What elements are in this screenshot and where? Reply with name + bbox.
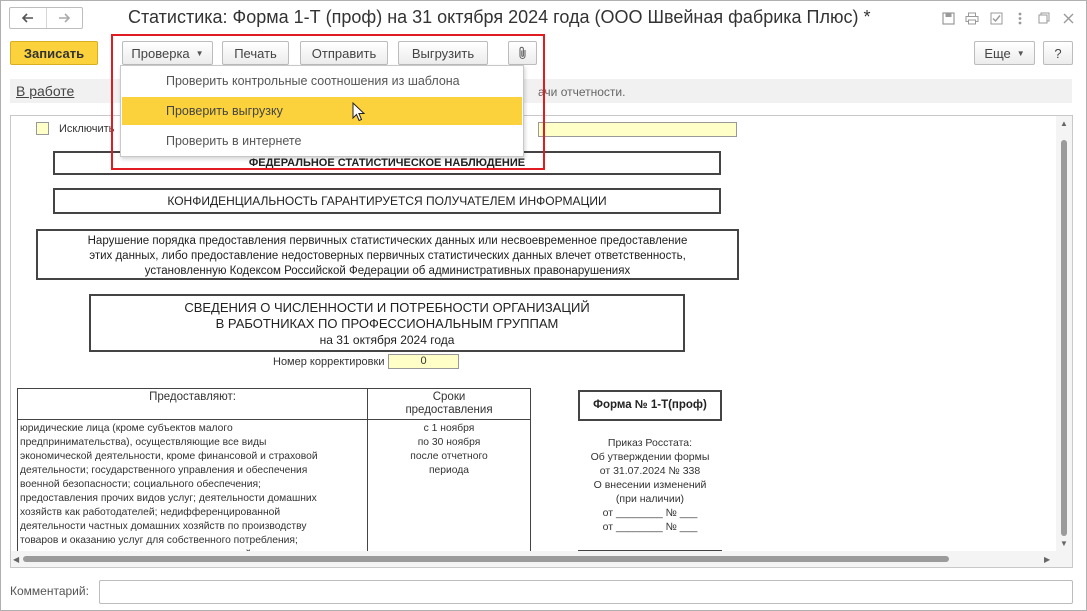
form-content [10, 115, 1073, 568]
more-button[interactable] [974, 41, 1035, 65]
terms-line: с 1 ноября [423, 423, 475, 434]
terms-header [368, 389, 530, 420]
providers-cell [18, 420, 368, 560]
order-line: (при наличии) [615, 493, 685, 505]
providers-line: предпринимательства), осуществляющие все виды [20, 437, 267, 448]
nav-group [9, 7, 83, 29]
more-button-label: Еще [984, 45, 1011, 61]
terms-line: после отчетного [410, 451, 488, 462]
arrow-right-icon [58, 13, 70, 23]
form-number-box: Форма № 1-Т(проф) [578, 390, 722, 421]
forward-button[interactable] [46, 8, 82, 28]
terms-line: периода [428, 465, 470, 476]
horizontal-scrollbar[interactable] [11, 551, 1056, 567]
restore-icon[interactable] [1034, 9, 1054, 27]
terms-line: по 30 ноября [417, 437, 481, 448]
checklist-icon[interactable] [986, 9, 1006, 27]
warning-line: установленную Кодексом Российской Федерации об административных правонарушениях [144, 265, 631, 277]
report-date: на 31 октября 2024 года [319, 333, 455, 347]
order-line: от ________ № ___ [602, 521, 698, 533]
paperclip-icon [517, 46, 529, 60]
close-icon[interactable] [1058, 9, 1078, 27]
help-button[interactable]: ? [1043, 41, 1073, 65]
comment-input[interactable] [99, 580, 1073, 604]
report-title-box [89, 294, 685, 352]
warning-line: Нарушение порядка предоставления первичных статистических данных или несвоевременное предоставление [87, 235, 688, 247]
confidentiality-box: КОНФИДЕНЦИАЛЬНОСТЬ ГАРАНТИРУЕТСЯ ПОЛУЧАТЕЛЕМ ИНФОРМАЦИИ [53, 188, 721, 214]
attach-button[interactable] [508, 41, 537, 65]
print-icon[interactable] [962, 9, 982, 27]
menu-item-check-export[interactable]: Проверить выгрузку [122, 97, 522, 125]
warning-line: этих данных, либо предоставление недостоверных первичных статистических данных влечет ответственность, [89, 250, 686, 262]
caret-down-icon: ▼ [195, 48, 204, 58]
providers-line: деятельности частных домашних хозяйств по производству [20, 521, 307, 532]
federal-header: ФЕДЕРАЛЬНОЕ СТАТИСТИЧЕСКОЕ НАБЛЮДЕНИЕ [53, 151, 721, 175]
send-button[interactable]: Отправить [300, 41, 388, 65]
status-note: ачи отчетности. [538, 85, 626, 99]
providers-line: хозяйств как работодателей; недифференцированной [20, 507, 281, 518]
providers-line: товаров и оказанию услуг для собственного потребления; [20, 535, 298, 546]
vertical-scroll-thumb[interactable] [1061, 140, 1067, 536]
report-title-line: В РАБОТНИКАХ ПО ПРОФЕССИОНАЛЬНЫМ ГРУППАМ [215, 316, 559, 331]
scroll-down-icon[interactable]: ▼ [1060, 539, 1068, 548]
save-button[interactable]: Записать [10, 41, 98, 65]
vertical-scrollbar[interactable] [1056, 116, 1072, 567]
providers-line: деятельности; государственного управления и обеспечения [20, 465, 308, 476]
window-controls [938, 9, 1078, 27]
order-line: О внесении изменений [593, 479, 707, 491]
order-line: от ________ № ___ [602, 507, 698, 519]
providers-line: предоставления прочих видов услуг; деятельности домашних [20, 493, 317, 504]
providers-line: экономической деятельности, кроме финансовой и страховой [20, 451, 318, 462]
title-bar [1, 1, 1086, 35]
menu-item-check-ratios[interactable]: Проверить контрольные соотношения из шаблона [166, 74, 460, 88]
warning-box [36, 229, 739, 280]
order-line: от 31.07.2024 № 338 [599, 465, 701, 477]
order-block [570, 436, 730, 534]
correction-input[interactable]: 0 [388, 354, 459, 369]
window-title: Статистика: Форма 1-Т (проф) на 31 октября 2024 года (ООО Швейная фабрика Плюс) * [128, 7, 871, 27]
providers-table [17, 388, 531, 558]
print-button[interactable]: Печать [222, 41, 289, 65]
export-button[interactable]: Выгрузить [398, 41, 488, 65]
terms-cell [368, 420, 530, 540]
exclude-field[interactable] [538, 122, 737, 137]
status-link[interactable]: В работе [16, 83, 75, 99]
order-line: Приказ Росстата: [607, 437, 693, 449]
menu-item-check-online[interactable]: Проверить в интернете [166, 134, 302, 148]
correction-label: Номер корректировки [273, 356, 385, 368]
scroll-left-icon[interactable]: ◀ [13, 555, 20, 564]
mouse-cursor-icon [352, 102, 365, 122]
providers-line: юридические лица (кроме субъектов малого [20, 423, 233, 434]
exclude-checkbox[interactable] [36, 122, 49, 135]
back-button[interactable] [10, 8, 46, 28]
more-vertical-icon[interactable] [1010, 9, 1030, 27]
providers-header: Предоставляют: [18, 389, 368, 420]
providers-line: военной безопасности; социального обеспечения; [20, 479, 261, 490]
check-button-label: Проверка [131, 45, 190, 61]
arrow-left-icon [22, 13, 34, 23]
terms-header-line: Сроки [432, 391, 466, 403]
caret-down-icon: ▼ [1016, 48, 1025, 58]
horizontal-scroll-thumb[interactable] [23, 556, 949, 562]
scroll-up-icon[interactable]: ▲ [1060, 119, 1068, 128]
check-dropdown-menu [120, 65, 524, 157]
check-dropdown-button[interactable] [122, 41, 213, 65]
report-title-line: СВЕДЕНИЯ О ЧИСЛЕННОСТИ И ПОТРЕБНОСТИ ОРГАНИЗАЦИЙ [184, 300, 590, 315]
comment-label: Комментарий: [10, 584, 89, 598]
save-icon[interactable] [938, 9, 958, 27]
terms-header-line: предоставления [405, 404, 493, 416]
order-line: Об утверждении формы [590, 451, 710, 463]
scroll-right-icon[interactable]: ▶ [1044, 555, 1051, 564]
exclude-label: Исключить [59, 123, 115, 135]
